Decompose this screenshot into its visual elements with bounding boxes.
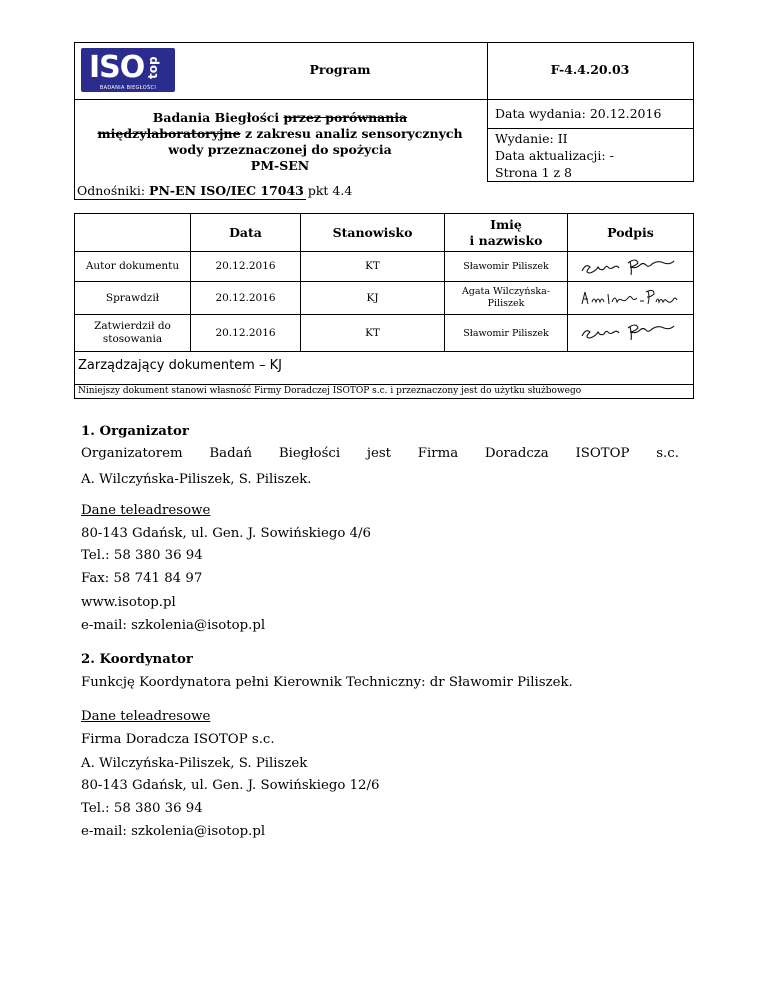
- isotop-logo: ISO top BADANIA BIEGŁOŚCI: [81, 48, 175, 92]
- row-date: 20.12.2016: [215, 260, 276, 272]
- row-position: KJ: [366, 291, 379, 304]
- document-manager: Zarządzający dokumentem – KJ: [78, 358, 282, 373]
- coordinator-text: Funkcję Koordynatora pełni Kierownik Techniczny: dr Sławomir Piliszek.: [81, 675, 573, 690]
- owner-names: A. Wilczyńska-Piliszek, S. Piliszek: [81, 756, 308, 771]
- column-header-name: Imię i nazwisko: [469, 216, 543, 248]
- references: Odnośniki: PN-EN ISO/IEC 17043 pkt 4.4: [77, 183, 353, 198]
- column-header-position: Stanowisko: [332, 224, 413, 240]
- organizer-line: Organizatorem Badań Biegłości jest Firma Doradcza ISOTOP s.c.: [81, 446, 679, 461]
- row-date: 20.12.2016: [215, 326, 276, 339]
- row-role: Sprawdził: [105, 291, 160, 304]
- row-position: KT: [365, 326, 380, 339]
- fax: Fax: 58 741 84 97: [81, 571, 203, 586]
- section-heading: 2. Koordynator: [81, 652, 193, 667]
- ownership-note: Niniejszy dokument stanowi własność Firmy Doradczej ISOTOP s.c. i przeznaczony jest do użytku służbowego: [78, 386, 582, 396]
- column-header-date: Data: [229, 224, 262, 240]
- signature-image: [578, 255, 684, 279]
- organizer-names: A. Wilczyńska-Piliszek, S. Piliszek.: [81, 472, 312, 487]
- update-date: Data aktualizacji: -: [495, 148, 614, 163]
- website-link[interactable]: www.isotop.pl: [81, 595, 176, 610]
- row-position: KT: [365, 260, 380, 272]
- row-date: 20.12.2016: [215, 291, 276, 304]
- section-heading: 1. Organizator: [81, 424, 189, 439]
- column-header-signature: Podpis: [607, 224, 654, 240]
- contact-heading: Dane teleadresowe: [81, 503, 211, 518]
- phone: Tel.: 58 380 36 94: [81, 548, 203, 563]
- page-number: Strona 1 z 8: [495, 165, 573, 180]
- address: 80-143 Gdańsk, ul. Gen. J. Sowińskiego 4/6: [81, 526, 371, 541]
- signature-image: [578, 286, 684, 308]
- row-name: Sławomir Piliszek: [463, 261, 549, 272]
- document-code: F-4.4.20.03: [550, 62, 630, 77]
- email-link[interactable]: e-mail: szkolenia@isotop.pl: [81, 824, 266, 839]
- row-role: Zatwierdził do stosowania: [94, 320, 171, 345]
- row-name: Agata Wilczyńska- Piliszek: [461, 286, 551, 309]
- email-link[interactable]: e-mail: szkolenia@isotop.pl: [81, 618, 266, 633]
- document-title: Badania Biegłości przez porównania międzylaboratoryjne z zakresu analiz sensorycznych wody przeznaczonej do spożycia PM-SEN: [97, 110, 463, 173]
- phone: Tel.: 58 380 36 94: [81, 801, 203, 816]
- address: 80-143 Gdańsk, ul. Gen. J. Sowińskiego 12/6: [81, 778, 380, 793]
- company-name: Firma Doradcza ISOTOP s.c.: [81, 732, 275, 747]
- row-role: Autor dokumentu: [85, 260, 180, 272]
- row-name: Sławomir Piliszek: [463, 327, 549, 339]
- issue-date: Data wydania: 20.12.2016: [495, 106, 662, 121]
- signature-image: [578, 320, 684, 344]
- edition: Wydanie: II: [495, 131, 568, 146]
- document-type: Program: [309, 62, 371, 77]
- contact-heading: Dane teleadresowe: [81, 709, 211, 724]
